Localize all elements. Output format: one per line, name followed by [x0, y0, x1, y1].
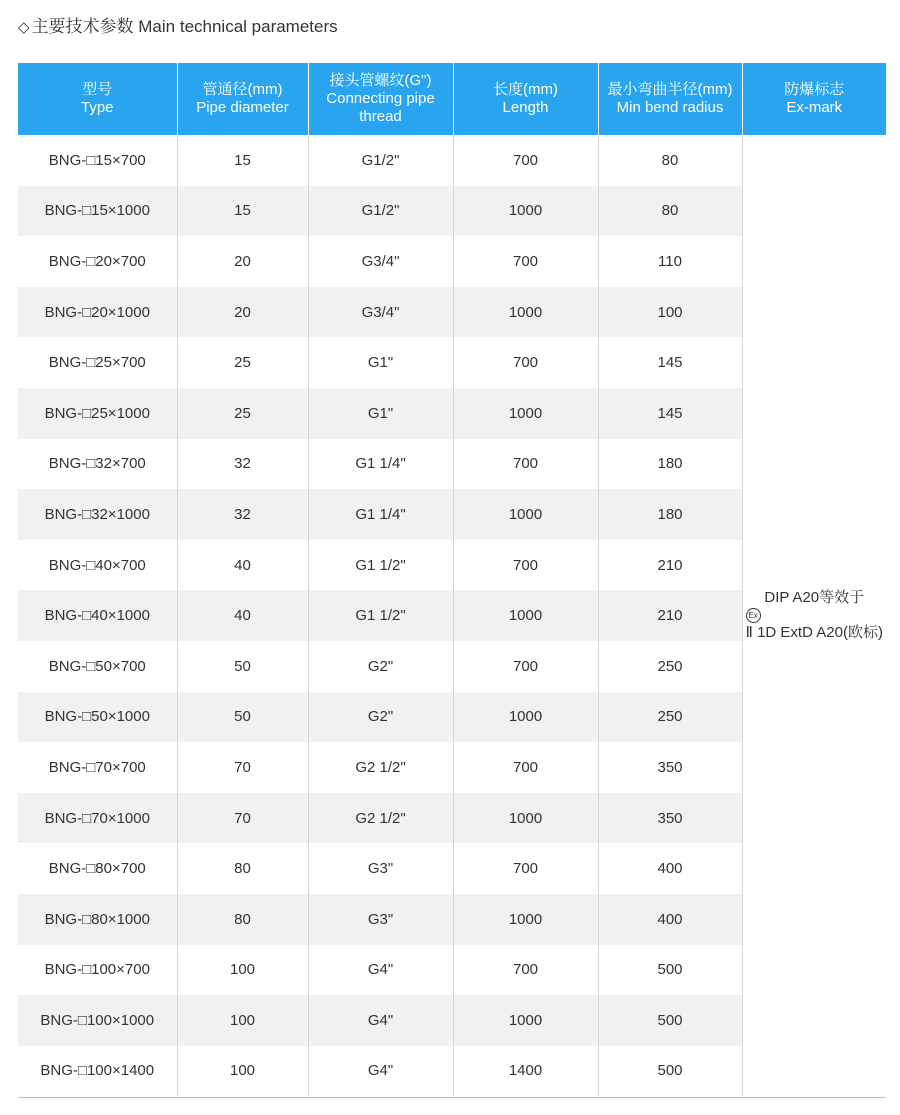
cell-pipe-diameter: 25 — [177, 388, 308, 439]
cell-length: 700 — [453, 439, 598, 490]
cell-type: BNG-□32×700 — [18, 439, 177, 490]
cell-type: BNG-□15×700 — [18, 135, 177, 186]
cell-pipe-diameter: 20 — [177, 287, 308, 338]
cell-bend-radius: 80 — [598, 186, 742, 237]
cell-length: 1000 — [453, 793, 598, 844]
cell-bend-radius: 210 — [598, 540, 742, 591]
cell-thread: G1 1/4" — [308, 439, 453, 490]
cell-bend-radius: 110 — [598, 236, 742, 287]
header-ex-mark: 防爆标志 Ex-mark — [742, 63, 886, 135]
cell-thread: G3/4" — [308, 287, 453, 338]
cell-bend-radius: 400 — [598, 894, 742, 945]
header-type: 型号 Type — [18, 63, 177, 135]
cell-bend-radius: 145 — [598, 388, 742, 439]
table-body — [18, 135, 886, 1096]
cell-length: 1000 — [453, 995, 598, 1046]
diamond-outline-icon: ◇ — [18, 19, 30, 36]
cell-type: BNG-□100×700 — [18, 945, 177, 996]
ex-mark-icon: Ex — [746, 608, 761, 623]
cell-length: 700 — [453, 236, 598, 287]
cell-type: BNG-□100×1000 — [18, 995, 177, 1046]
cell-bend-radius: 80 — [598, 135, 742, 186]
cell-type: BNG-□80×700 — [18, 843, 177, 894]
cell-pipe-diameter: 32 — [177, 439, 308, 490]
table-row — [18, 135, 886, 186]
cell-pipe-diameter: 50 — [177, 641, 308, 692]
cell-bend-radius: 145 — [598, 337, 742, 388]
section-title — [18, 14, 338, 40]
cell-thread: G1" — [308, 337, 453, 388]
cell-length: 700 — [453, 843, 598, 894]
ex-mark-line1: DIP A20等效于 Ex — [745, 588, 885, 623]
cell-length: 1000 — [453, 287, 598, 338]
cell-type: BNG-□25×1000 — [18, 388, 177, 439]
cell-bend-radius: 100 — [598, 287, 742, 338]
table-header-row — [18, 63, 886, 135]
cell-thread: G2 1/2" — [308, 742, 453, 793]
cell-bend-radius: 350 — [598, 793, 742, 844]
cell-length: 1400 — [453, 1046, 598, 1097]
cell-bend-radius: 250 — [598, 641, 742, 692]
cell-type: BNG-□80×1000 — [18, 894, 177, 945]
cell-thread: G1/2" — [308, 135, 453, 186]
section-title-text: 主要技术参数 Main technical parameters — [31, 17, 338, 36]
cell-length: 700 — [453, 135, 598, 186]
cell-thread: G3" — [308, 843, 453, 894]
cell-type: BNG-□20×1000 — [18, 287, 177, 338]
cell-type: BNG-□25×700 — [18, 337, 177, 388]
cell-type: BNG-□15×1000 — [18, 186, 177, 237]
cell-pipe-diameter: 40 — [177, 590, 308, 641]
cell-type: BNG-□40×700 — [18, 540, 177, 591]
cell-type: BNG-□20×700 — [18, 236, 177, 287]
header-min-bend-radius: 最小弯曲半径(mm) Min bend radius — [598, 63, 742, 135]
cell-pipe-diameter: 70 — [177, 793, 308, 844]
cell-thread: G4" — [308, 995, 453, 1046]
header-pipe-diameter: 管通径(mm) Pipe diameter — [177, 63, 308, 135]
cell-bend-radius: 400 — [598, 843, 742, 894]
cell-type: BNG-□32×1000 — [18, 489, 177, 540]
cell-pipe-diameter: 15 — [177, 135, 308, 186]
cell-length: 700 — [453, 337, 598, 388]
cell-length: 700 — [453, 641, 598, 692]
cell-bend-radius: 500 — [598, 1046, 742, 1097]
cell-length: 1000 — [453, 186, 598, 237]
cell-pipe-diameter: 50 — [177, 692, 308, 743]
cell-length: 1000 — [453, 894, 598, 945]
cell-bend-radius: 350 — [598, 742, 742, 793]
cell-thread: G3/4" — [308, 236, 453, 287]
cell-thread: G2 1/2" — [308, 793, 453, 844]
cell-thread: G1 1/4" — [308, 489, 453, 540]
cell-thread: G1/2" — [308, 186, 453, 237]
cell-pipe-diameter: 15 — [177, 186, 308, 237]
cell-length: 1000 — [453, 388, 598, 439]
cell-thread: G4" — [308, 1046, 453, 1097]
cell-type: BNG-□50×700 — [18, 641, 177, 692]
cell-bend-radius: 210 — [598, 590, 742, 641]
cell-pipe-diameter: 40 — [177, 540, 308, 591]
cell-pipe-diameter: 100 — [177, 1046, 308, 1097]
cell-type: BNG-□40×1000 — [18, 590, 177, 641]
cell-pipe-diameter: 25 — [177, 337, 308, 388]
cell-pipe-diameter: 70 — [177, 742, 308, 793]
cell-length: 1000 — [453, 489, 598, 540]
cell-length: 1000 — [453, 692, 598, 743]
cell-thread: G1" — [308, 388, 453, 439]
cell-bend-radius: 180 — [598, 439, 742, 490]
cell-ex-mark — [742, 135, 886, 1096]
cell-pipe-diameter: 80 — [177, 843, 308, 894]
cell-type: BNG-□100×1400 — [18, 1046, 177, 1097]
cell-thread: G1 1/2" — [308, 590, 453, 641]
cell-pipe-diameter: 100 — [177, 995, 308, 1046]
cell-type: BNG-□50×1000 — [18, 692, 177, 743]
cell-type: BNG-□70×700 — [18, 742, 177, 793]
cell-pipe-diameter: 100 — [177, 945, 308, 996]
cell-length: 700 — [453, 742, 598, 793]
cell-pipe-diameter: 80 — [177, 894, 308, 945]
cell-thread: G1 1/2" — [308, 540, 453, 591]
cell-bend-radius: 180 — [598, 489, 742, 540]
cell-pipe-diameter: 20 — [177, 236, 308, 287]
header-length: 长度(mm) Length — [453, 63, 598, 135]
cell-bend-radius: 250 — [598, 692, 742, 743]
cell-bend-radius: 500 — [598, 945, 742, 996]
cell-length: 700 — [453, 945, 598, 996]
cell-thread: G4" — [308, 945, 453, 996]
ex-mark-line2: Ⅱ 1D ExtD A20(欧标) — [745, 624, 883, 642]
cell-length: 700 — [453, 540, 598, 591]
table-bottom-rule — [18, 1097, 886, 1098]
cell-pipe-diameter: 32 — [177, 489, 308, 540]
parameters-table — [18, 63, 886, 1096]
cell-thread: G2" — [308, 641, 453, 692]
cell-length: 1000 — [453, 590, 598, 641]
cell-bend-radius: 500 — [598, 995, 742, 1046]
cell-thread: G2" — [308, 692, 453, 743]
cell-type: BNG-□70×1000 — [18, 793, 177, 844]
header-connecting-thread: 接头管螺纹(G") Connecting pipe thread — [308, 63, 453, 135]
cell-thread: G3" — [308, 894, 453, 945]
